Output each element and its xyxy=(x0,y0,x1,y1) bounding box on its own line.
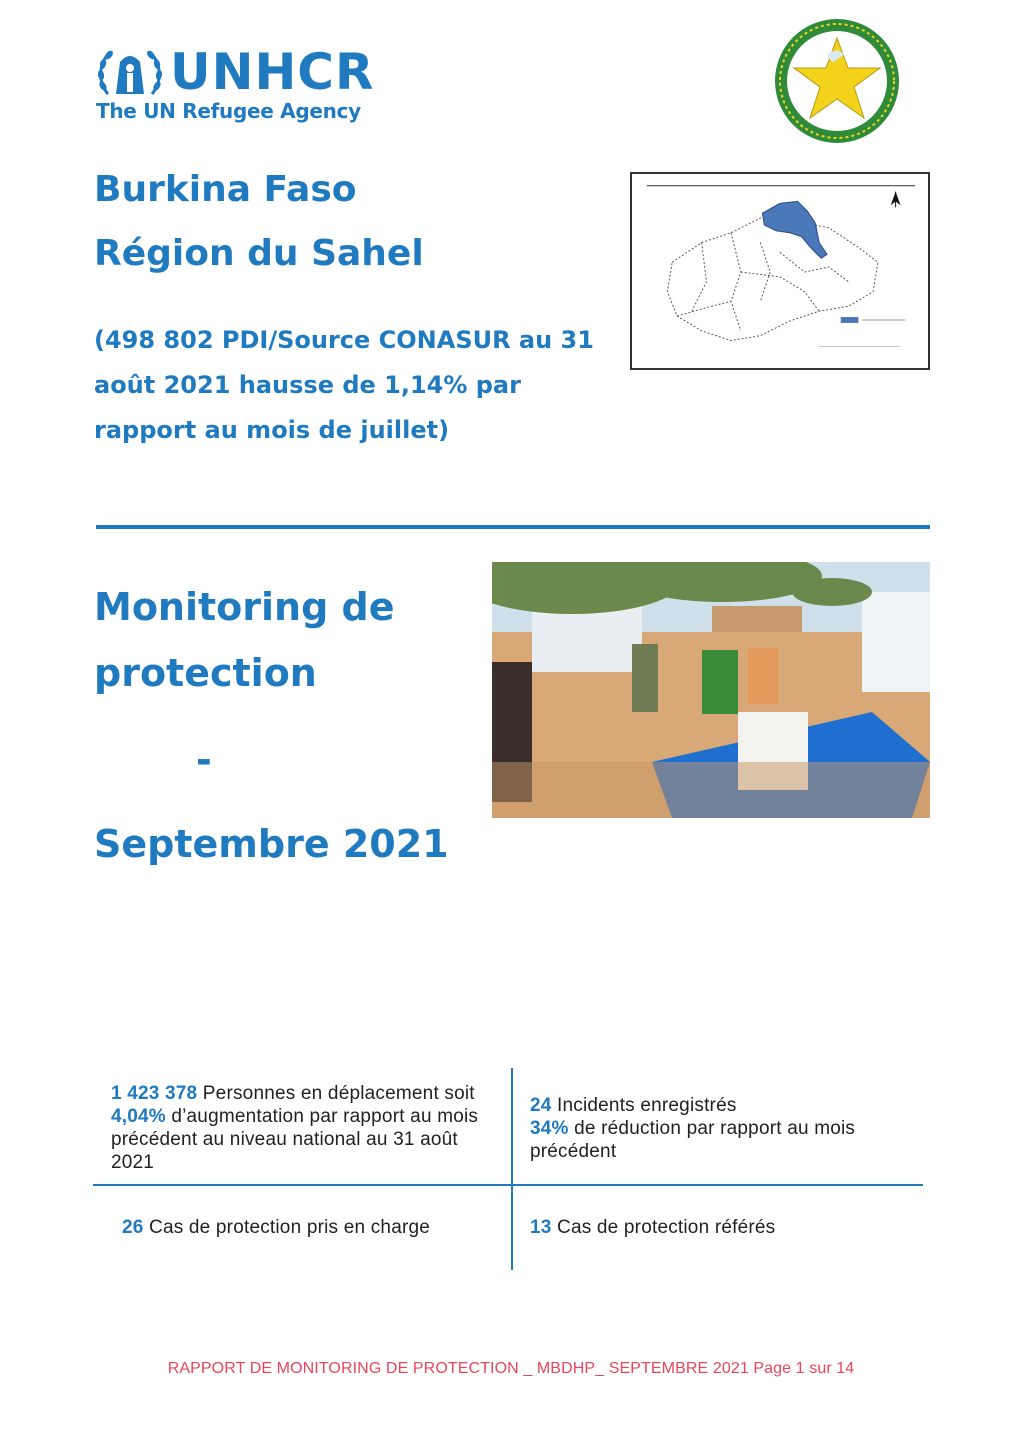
kf-text: Cas de protection référés xyxy=(551,1217,776,1238)
kf-incidents xyxy=(530,1094,910,1163)
kf-displaced-persons xyxy=(111,1082,506,1174)
kf-text: Incidents enregistrés xyxy=(551,1095,737,1116)
footer-label: RAPPORT DE MONITORING DE PROTECTION _ MBDHP_ SEPTEMBRE 2021 Page 1 sur 14 xyxy=(167,1360,855,1377)
kf-text: Personnes en déplacement soit xyxy=(197,1083,475,1104)
kf-number: 24 xyxy=(530,1095,552,1116)
kf-number: 26 xyxy=(122,1217,144,1238)
grid-vertical-line xyxy=(511,1068,513,1270)
field-photo xyxy=(492,562,930,818)
region-title: Région du Sahel xyxy=(94,233,424,274)
unhcr-wordmark: UNHCR xyxy=(170,43,375,101)
kf-cases-referred xyxy=(530,1216,910,1239)
report-period: Septembre 2021 xyxy=(94,822,449,866)
north-arrow-icon xyxy=(891,192,901,208)
unhcr-logo xyxy=(96,44,406,124)
key-figures-grid xyxy=(93,1068,923,1270)
unhcr-tagline: The UN Refugee Agency xyxy=(96,99,361,123)
laurel-family-icon xyxy=(96,46,164,98)
kf-text: de réduction par rapport au mois précédent xyxy=(530,1118,856,1162)
country-title: Burkina Faso xyxy=(94,169,357,210)
page-footer xyxy=(0,1360,1024,1378)
mbdhp-seal-icon xyxy=(772,16,902,146)
sahel-region-shape xyxy=(762,201,827,258)
grid-horizontal-line xyxy=(93,1184,923,1186)
kf-percent: 34% xyxy=(530,1118,569,1139)
kf-cases-handled xyxy=(122,1216,502,1239)
kf-text: d’augmentation par rapport au mois précédent au niveau national au 31 août 2021 xyxy=(111,1106,479,1173)
kf-number: 13 xyxy=(530,1217,552,1238)
pdi-note: (498 802 PDI/Source CONASUR au 31 août 2021 hausse de 1,14% par rapport au mois de juillet) xyxy=(94,326,594,444)
section-divider xyxy=(96,525,930,529)
kf-text: Cas de protection pris en charge xyxy=(143,1217,431,1238)
title-dash: - xyxy=(196,738,212,782)
report-title: Monitoring de protection xyxy=(94,585,395,695)
location-map xyxy=(630,172,930,370)
kf-percent: 4,04% xyxy=(111,1106,166,1127)
kf-number: 1 423 378 xyxy=(111,1083,198,1104)
